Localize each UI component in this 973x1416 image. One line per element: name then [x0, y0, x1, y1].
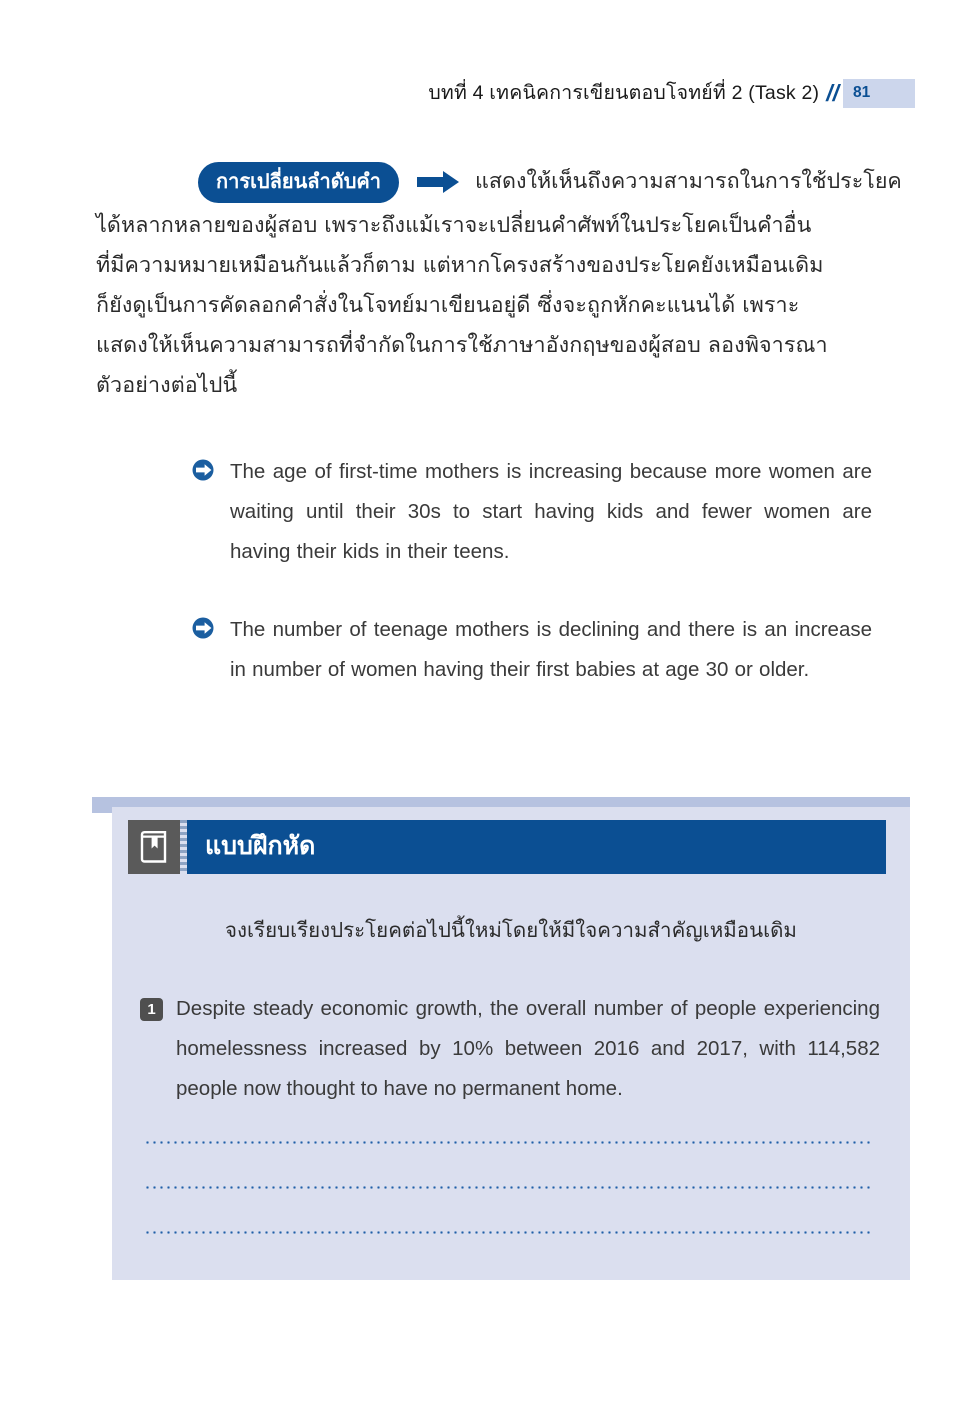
question-number-badge: 1	[140, 998, 163, 1021]
exercise-section	[92, 797, 890, 1280]
answer-line[interactable]	[144, 1141, 870, 1144]
list-item	[140, 989, 880, 1109]
answer-line[interactable]	[144, 1231, 870, 1234]
example-text: The number of teenage mothers is declining and there is an increase in number of women having their first babies at age 30 or older.	[230, 618, 872, 681]
exercise-question-list	[112, 945, 910, 1109]
header-slash-separator: //	[826, 80, 839, 106]
chapter-title: บทที่ 4 เทคนิคการเขียนตอบโจทย์ที่ 2 (Task 2)	[428, 82, 820, 104]
exercise-title-bar	[187, 820, 886, 874]
answer-lines-group	[112, 1109, 910, 1234]
intro-body-line: ได้หลากหลายของผู้สอบ เพราะถึงแม้เราจะเปลี่ยนคำศัพท์ในประโยคเป็นคำอื่น	[96, 213, 812, 238]
example-text: The age of first-time mothers is increasing because more women are waiting until their 30s to start having kids and fewer women are having their kids in their teens.	[230, 460, 872, 563]
circle-arrow-icon	[192, 452, 218, 485]
topic-badge: การเปลี่ยนลำดับคำ	[198, 162, 399, 203]
book-icon	[128, 820, 180, 874]
exercise-instruction: จงเรียบเรียงประโยคต่อไปนี้ใหม่โดยให้มีใจความสำคัญเหมือนเดิม	[225, 918, 797, 942]
intro-body-line: แสดงให้เห็นความสามารถที่จำกัดในการใช้ภาษาอังกฤษของผู้สอบ ลองพิจารณา	[96, 333, 828, 358]
question-text: Despite steady economic growth, the overall number of people experiencing homelessness increased by 10% between 2016 and 2017, with 114,582 people now thought to have no permanent home.	[176, 996, 880, 1100]
page-running-header	[428, 78, 915, 108]
exercise-box	[112, 807, 910, 1280]
spiral-binding-decoration	[180, 820, 187, 874]
example-sentences-list	[192, 452, 872, 728]
arrow-right-icon	[417, 171, 459, 193]
page-number-box	[843, 79, 915, 108]
intro-lead-text: แสดงให้เห็นถึงความสามารถในการใช้ประโยค	[475, 169, 902, 195]
intro-body-line: ตัวอย่างต่อไปนี้	[96, 373, 238, 398]
list-item	[192, 452, 872, 572]
exercise-header	[112, 807, 910, 878]
circle-arrow-icon	[192, 610, 218, 643]
exercise-title: แบบฝึกหัด	[205, 830, 316, 860]
intro-section	[96, 160, 902, 406]
intro-body-line: ก็ยังดูเป็นการคัดลอกคำสั่งในโจทย์มาเขียนอยู่ดี ซึ่งจะถูกหักคะแนนได้ เพราะ	[96, 293, 800, 318]
intro-body-line: ที่มีความหมายเหมือนกันแล้วก็ตาม แต่หากโครงสร้างของประโยคยังเหมือนเดิม	[96, 253, 824, 278]
list-item	[192, 610, 872, 690]
page-number: 81	[853, 84, 871, 101]
answer-line[interactable]	[144, 1186, 870, 1189]
intro-first-line	[96, 160, 902, 204]
